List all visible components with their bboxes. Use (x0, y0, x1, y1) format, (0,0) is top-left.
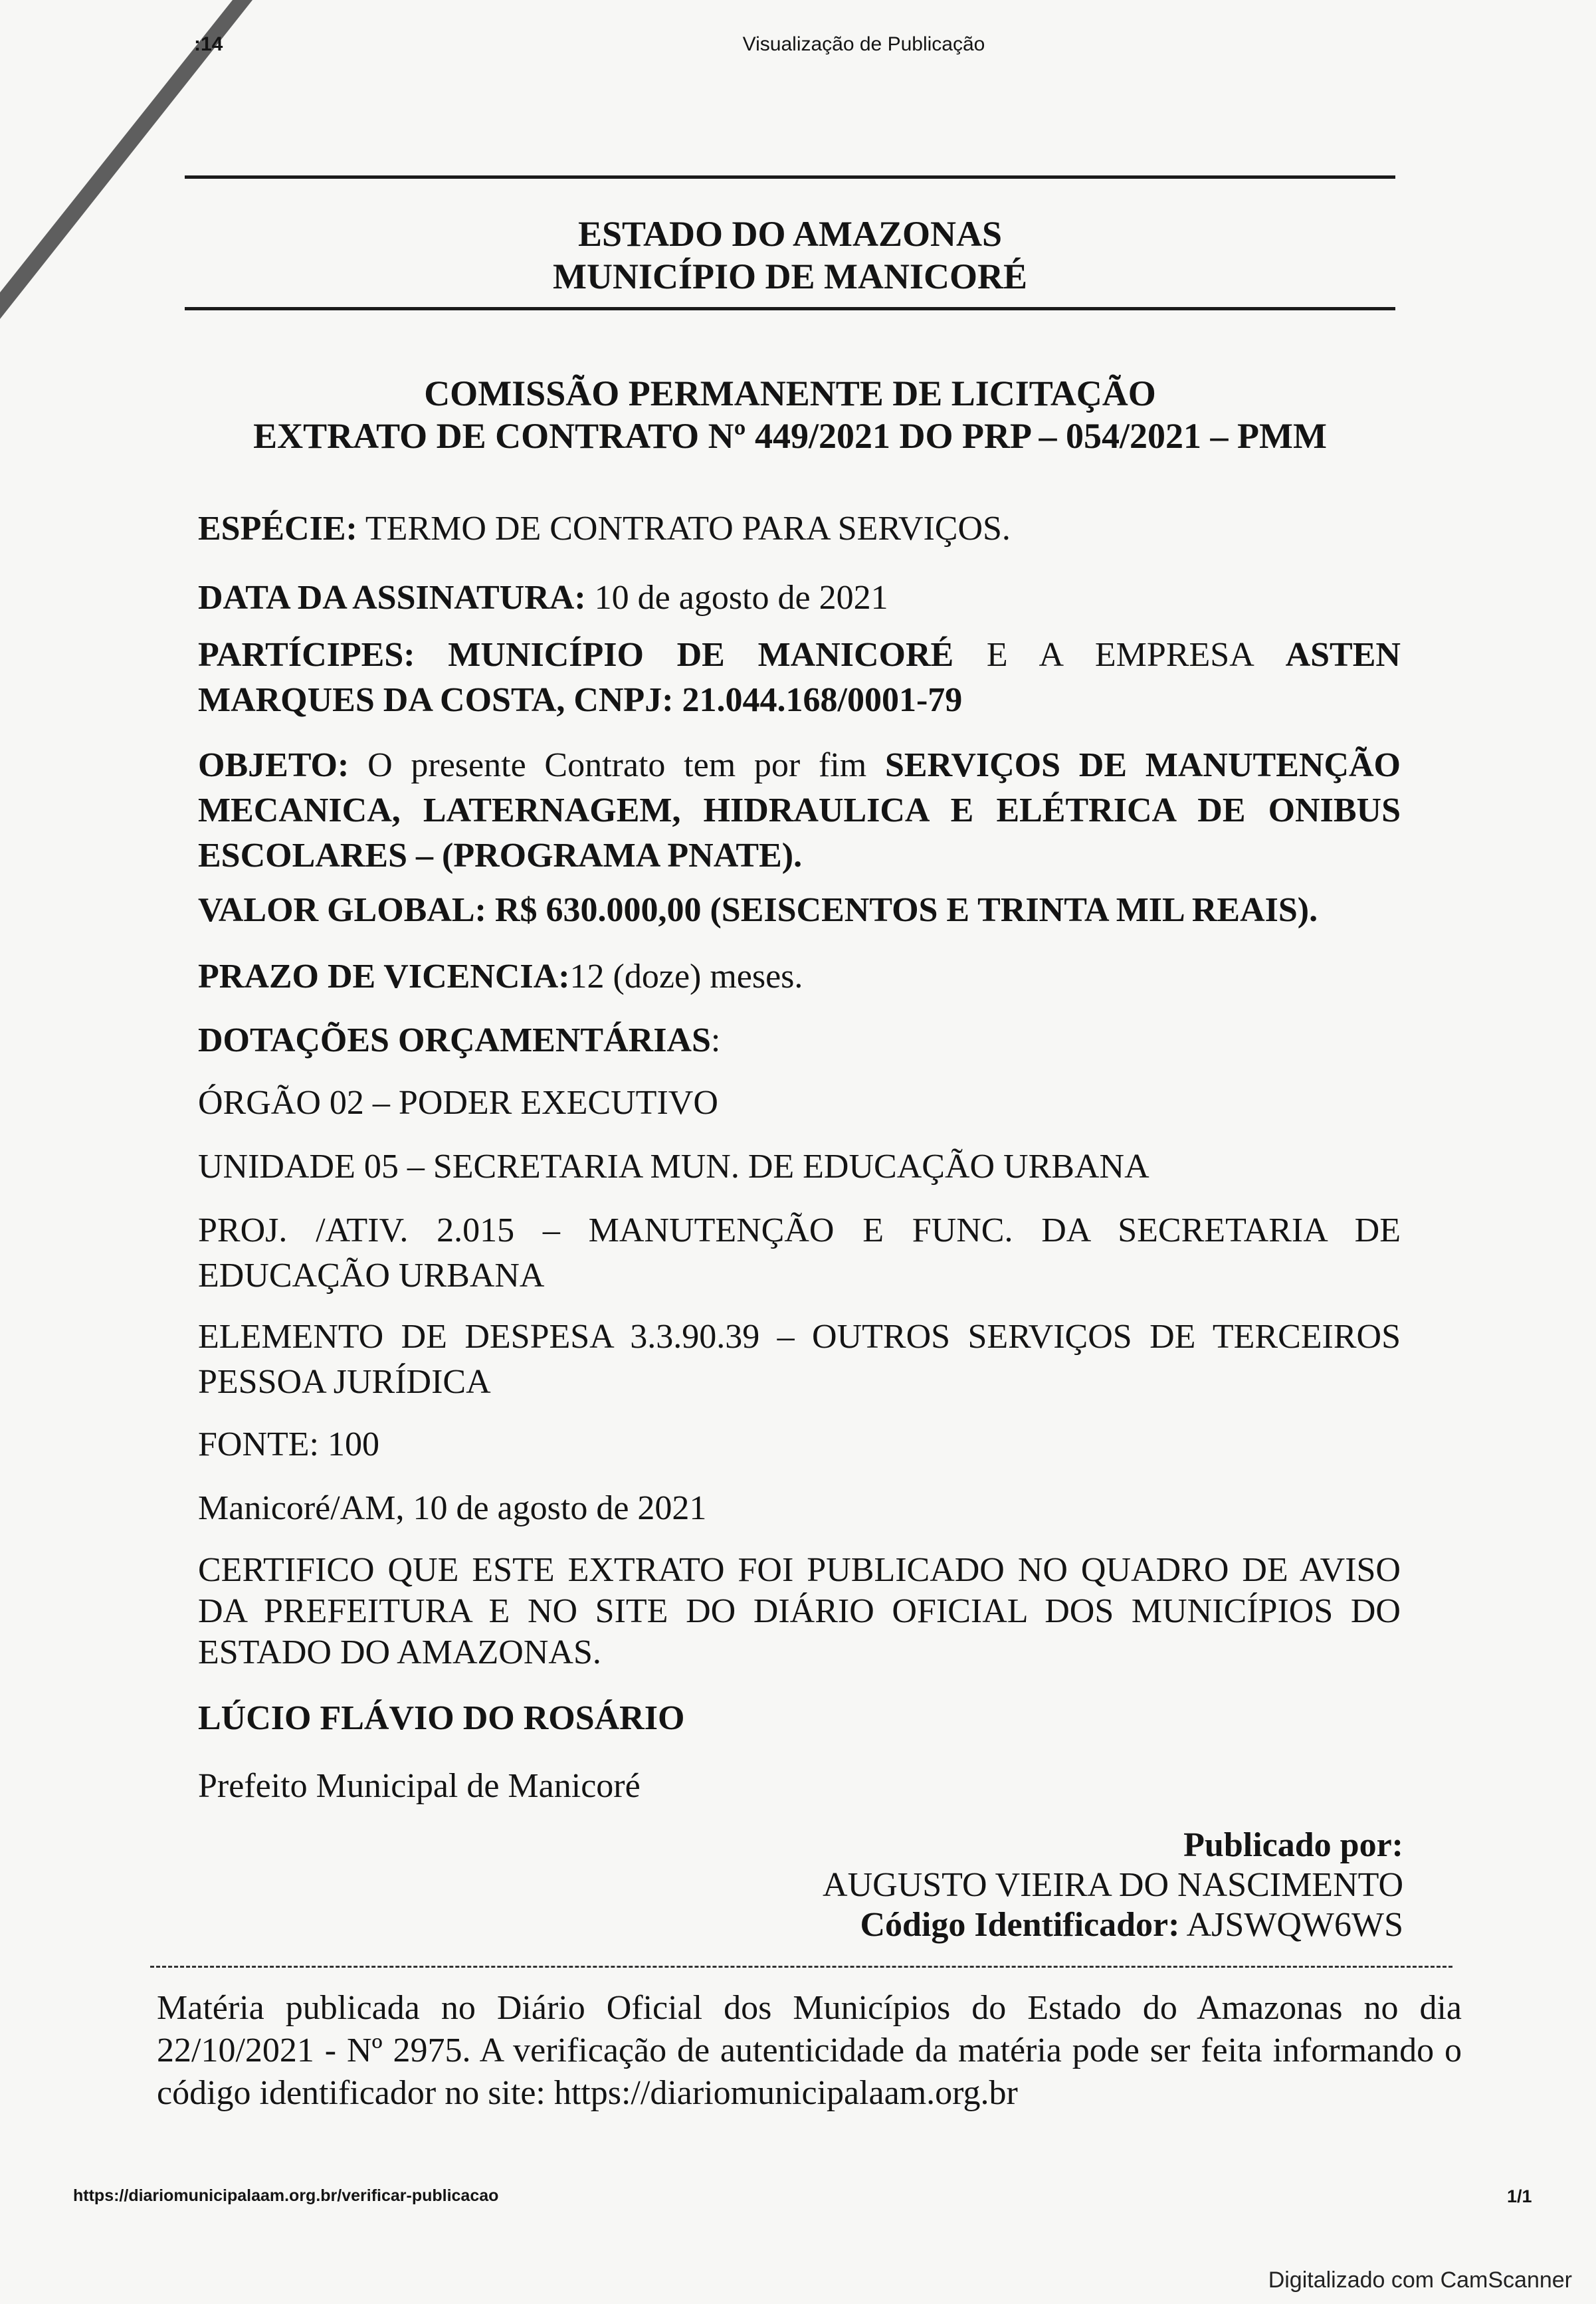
elemento-paragraph: ELEMENTO DE DESPESA 3.3.90.39 – OUTROS SERVIÇOS DE TERCEIROS PESSOA JURÍDICA (198, 1318, 1401, 1401)
identifier-code: AJSWQW6WS (1179, 1906, 1403, 1944)
objeto-paragraph (198, 743, 1401, 879)
dotacoes-heading (198, 1018, 1401, 1063)
signatory-name: LÚCIO FLÁVIO DO ROSÁRIO (198, 1699, 685, 1737)
masthead-state: ESTADO DO AMAZONAS (577, 214, 1003, 254)
data-assinatura-label: DATA DA ASSINATURA: (198, 579, 586, 617)
objeto-label: OBJETO: (198, 746, 349, 784)
masthead-top-rule (185, 175, 1395, 179)
commission-heading: COMISSÃO PERMANENTE DE LICITAÇÃO (424, 373, 1156, 413)
dotacoes-label: DOTAÇÕES ORÇAMENTÁRIAS (198, 1021, 711, 1059)
objeto-value: SERVIÇOS DE MANUTENÇÃO MECANICA, LATERNAGEM, HIDRAULICA E ELÉTRICA DE ONIBUS ESCOLARES – (PROGRAMA PNATE). (198, 746, 1401, 875)
fonte-line: FONTE: 100 (198, 1425, 379, 1463)
objeto-intro: O presente Contrato tem por fim (349, 746, 885, 784)
masthead-bottom-rule (185, 307, 1395, 310)
publication-divider (150, 1966, 1452, 1968)
identifier-label: Código Identificador: (860, 1906, 1180, 1944)
page-number-fragment: :14 (194, 33, 223, 55)
prazo-label: PRAZO DE VICENCIA: (198, 958, 570, 995)
projeto-paragraph: PROJ. /ATIV. 2.015 – MANUTENÇÃO E FUNC. DA SECRETARIA DE EDUCAÇÃO URBANA (198, 1211, 1401, 1295)
scanner-watermark: Digitalizado com CamScanner (1268, 2267, 1572, 2293)
data-assinatura-value: 10 de agosto de 2021 (585, 579, 888, 617)
participes-party2: ASTEN MARQUES DA COSTA, CNPJ: 21.044.168/0001-79 (198, 636, 1401, 719)
orgao-line: ÓRGÃO 02 – PODER EXECUTIVO (198, 1084, 718, 1122)
participes-paragraph (198, 633, 1401, 723)
unidade-line: UNIDADE 05 – SECRETARIA MUN. DE EDUCAÇÃO URBANA (198, 1148, 1149, 1186)
published-by-label: Publicado por: (1183, 1826, 1403, 1864)
participes-label: PARTÍCIPES: (198, 636, 415, 674)
participes-connector: E A EMPRESA (953, 636, 1286, 674)
local-data-line: Manicoré/AM, 10 de agosto de 2021 (198, 1489, 707, 1527)
participes-party1: MUNICÍPIO DE MANICORÉ (415, 636, 954, 674)
browser-footer-url: https://diariomunicipalaam.org.br/verificar-publicacao (73, 2186, 499, 2205)
especie-label: ESPÉCIE: (198, 510, 357, 548)
browser-page-title: Visualização de Publicação (742, 33, 985, 55)
signatory-role: Prefeito Municipal de Manicoré (198, 1767, 641, 1805)
footer-verification-note: Matéria publicada no Diário Oficial dos Municípios do Estado do Amazonas no dia 22/10/2021 - Nº 2975. A verificação de autenticidade da matéria pode ser feita informando o código identificador no site: https://diariomunicipalaam.org.br (157, 1989, 1462, 2112)
dotacoes-suffix: : (710, 1021, 721, 1059)
masthead-municipality: MUNICÍPIO DE MANICORÉ (553, 257, 1027, 296)
certificado-paragraph: CERTIFICO QUE ESTE EXTRATO FOI PUBLICADO NO QUADRO DE AVISO DA PREFEITURA E NO SITE DO DIÁRIO OFICIAL DOS MUNICÍPIOS DO ESTADO DO AMAZONAS. (198, 1551, 1401, 1671)
publisher-name: AUGUSTO VIEIRA DO NASCIMENTO (823, 1866, 1403, 1904)
identifier-line (860, 1905, 1403, 1946)
prazo-value: 12 (doze) meses. (569, 958, 803, 995)
valor-global: VALOR GLOBAL: R$ 630.000,00 (SEISCENTOS E TRINTA MIL REAIS). (198, 891, 1318, 929)
data-assinatura-line (198, 576, 1401, 621)
prazo-line (198, 954, 1401, 999)
especie-line (198, 506, 1401, 552)
extract-title: EXTRATO DE CONTRATO Nº 449/2021 DO PRP – 054/2021 – PMM (253, 416, 1327, 456)
browser-footer-page-count: 1/1 (1507, 2186, 1532, 2206)
especie-value: TERMO DE CONTRATO PARA SERVIÇOS. (357, 510, 1011, 548)
